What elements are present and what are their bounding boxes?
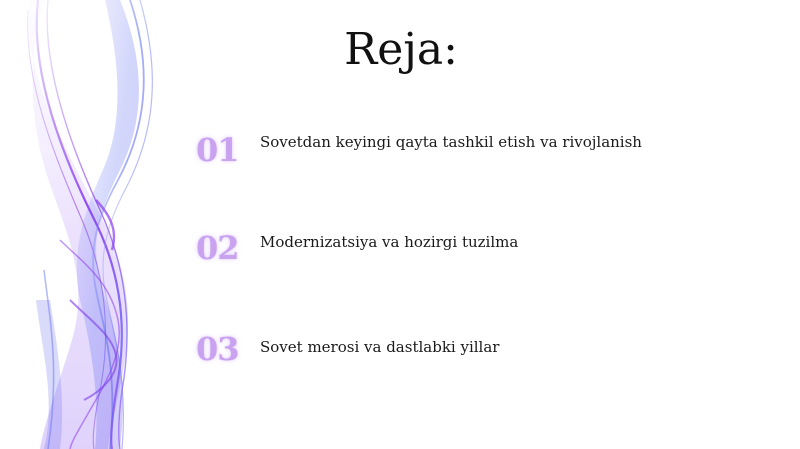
agenda-item-number: 03	[196, 330, 239, 368]
agenda-item-number: 01	[196, 131, 239, 169]
agenda-item-number: 02	[196, 229, 239, 267]
agenda-item-text: Sovet merosi va dastlabki yillar	[260, 338, 500, 356]
agenda-item-text: Modernizatsiya va hozirgi tuzilma	[260, 233, 519, 251]
agenda-item	[196, 226, 756, 274]
agenda-item-text: Sovetdan keyingi qayta tashkil etish va rivojlanish	[260, 133, 642, 151]
purple-smoke-ribbon-decoration	[0, 0, 200, 449]
agenda-item	[196, 327, 756, 375]
slide-title: Reja:	[344, 24, 458, 75]
agenda-item	[196, 128, 756, 176]
